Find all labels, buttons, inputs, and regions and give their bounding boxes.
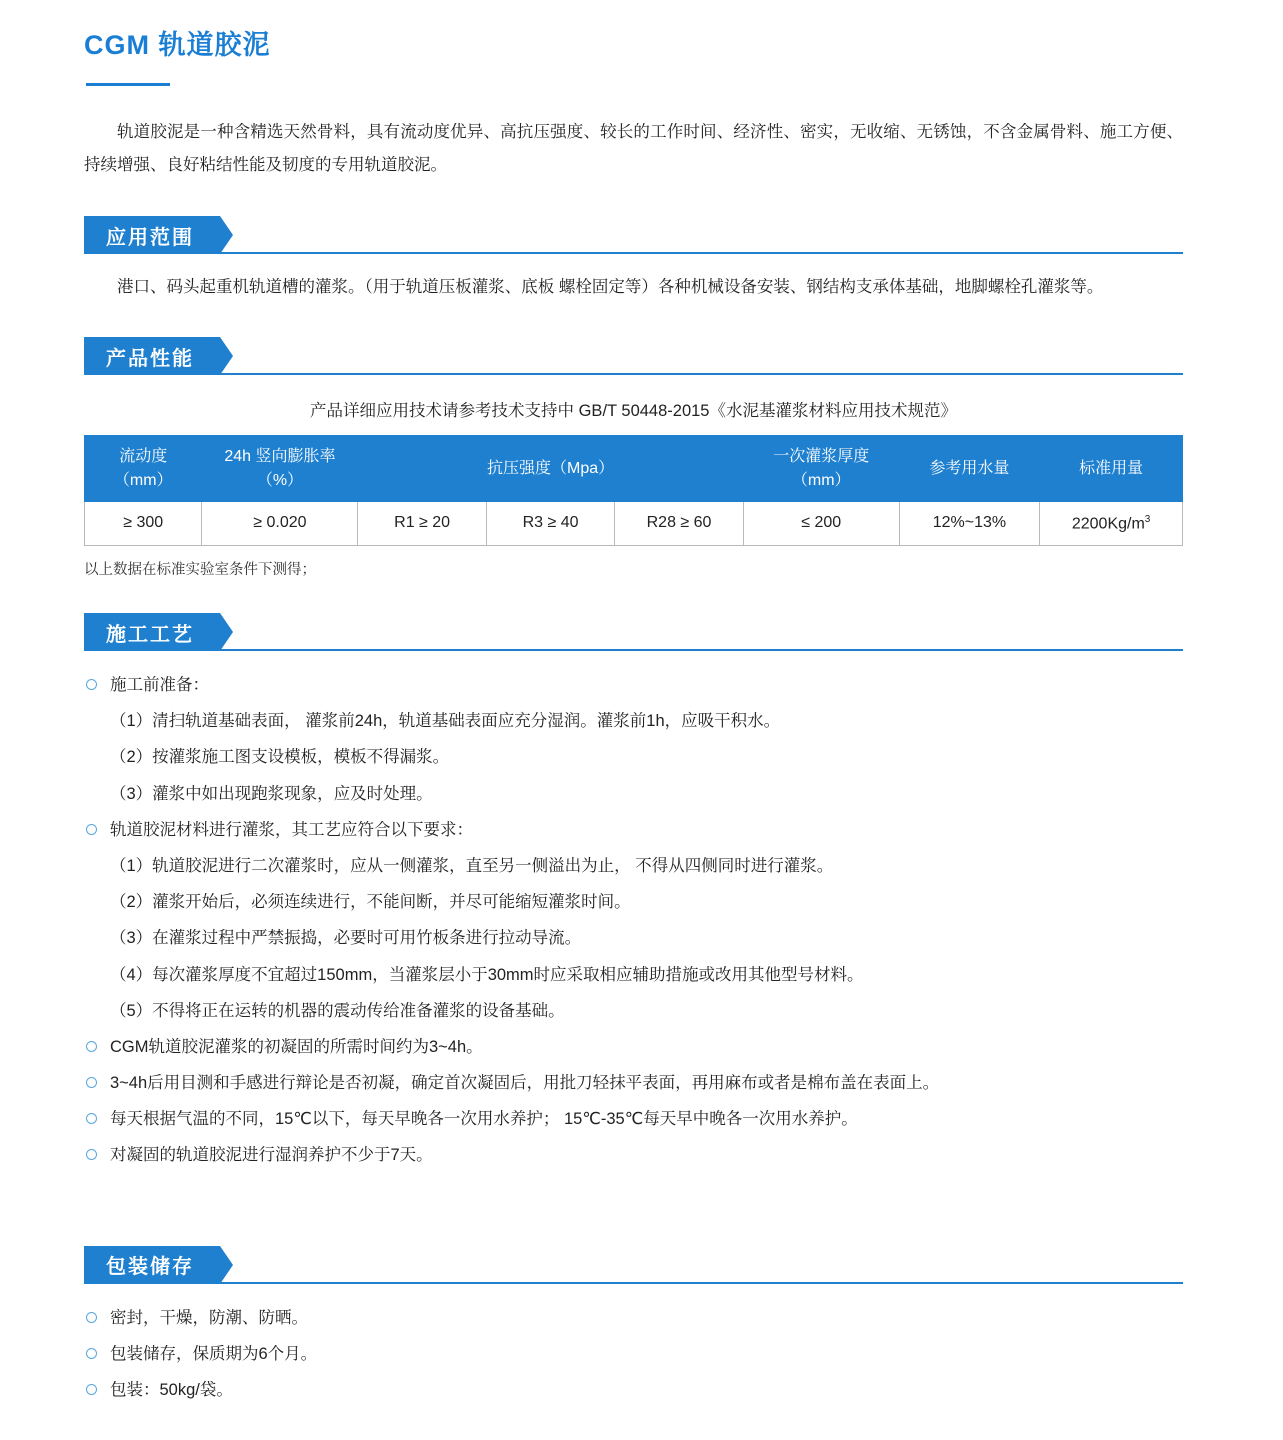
cell-r1: R1 ≥ 20 (358, 501, 486, 545)
list-item (84, 1302, 1183, 1334)
section-underline (84, 252, 1183, 254)
list-item: （2）按灌浆施工图支设模板，模板不得漏浆。 (110, 748, 450, 767)
spacer (84, 1176, 1183, 1212)
list-item (84, 814, 1183, 846)
header-line1: 参考用水量 (929, 460, 1010, 478)
table-header-flow (85, 436, 202, 501)
header-line2: （mm） (113, 471, 173, 489)
section-performance (84, 337, 1183, 579)
section-heading-label: 应用范围 (84, 216, 220, 254)
list-item-label: 3~4h后用目测和手感进行辩论是否初凝，确定首次凝固后，用批刀轻抹平表面，再用麻布或者是棉布盖在表面上。 (110, 1074, 940, 1093)
circle-bullet-icon (86, 1077, 97, 1088)
circle-bullet-icon (86, 824, 97, 835)
performance-footnote: 以上数据在标准实验室条件下测得； (84, 562, 316, 579)
list-item-label: 施工前准备： (110, 676, 209, 695)
list-item: （5）不得将正在运转的机器的震动传给准备灌浆的设备基础。 (110, 1001, 565, 1020)
table-header-water (899, 436, 1040, 501)
header-line1: 流动度 (119, 448, 168, 466)
list-item (84, 1139, 1183, 1171)
list-item: （3）在灌浆过程中严禁振捣，必要时可用竹板条进行拉动导流。 (110, 929, 582, 948)
cell-expansion: ≥ 0.020 (202, 501, 358, 545)
performance-note: 产品详细应用技术请参考技术支持中 GB/T 50448-2015《水泥基灌浆材料应用技术规范》 (310, 402, 957, 421)
process-list (84, 1031, 1183, 1172)
list-item (84, 669, 1183, 701)
cell-thickness: ≤ 200 (743, 501, 899, 545)
section-heading-label: 包装储存 (84, 1246, 220, 1284)
section-heading-label: 产品性能 (84, 337, 220, 375)
cell-flow: ≥ 300 (85, 501, 202, 545)
header-line1: 一次灌浆厚度 (773, 448, 870, 466)
cell-r3: R3 ≥ 40 (486, 501, 614, 545)
cell-dosage (1040, 501, 1183, 545)
list-item (84, 1031, 1183, 1063)
section-process (84, 613, 1183, 1171)
list-item-label: 对凝固的轨道胶泥进行湿润养护不少于7天。 (110, 1146, 433, 1165)
page-title: CGM 轨道胶泥 (84, 30, 271, 60)
cell-dosage-value: 2200Kg/m (1071, 515, 1145, 533)
section-application (84, 216, 1183, 303)
circle-bullet-icon (86, 1384, 97, 1395)
table-row (85, 501, 1183, 545)
header-line1: 24h 竖向膨胀率 (224, 448, 336, 466)
section-header-process (84, 613, 1183, 651)
table-header-strength (358, 436, 743, 501)
circle-bullet-icon (86, 1348, 97, 1359)
header-line2: （mm） (791, 471, 851, 489)
header-line1: 标准用量 (1079, 460, 1144, 478)
list-item-label: 包装储存，保质期为6个月。 (110, 1344, 318, 1363)
application-body: 港口、码头起重机轨道槽的灌浆。（用于轨道压板灌浆、底板 螺栓固定等）各种机械设备安装、钢结构支承体基础，地脚螺栓孔灌浆等。 (117, 278, 1104, 297)
header-line1: 抗压强度（Mpa） (487, 460, 615, 478)
section-header-packaging (84, 1246, 1183, 1284)
intro-paragraph: 轨道胶泥是一种含精选天然骨料，具有流动度优异、高抗压强度、较长的工作时间、经济性、密实，无收缩、无锈蚀，不含金属骨料、施工方便、持续增强、良好粘结性能及韧度的专用轨道胶泥。 (84, 123, 1183, 175)
section-header-performance (84, 337, 1183, 375)
cell-water: 12%~13% (899, 501, 1040, 545)
cell-dosage-exponent: 3 (1144, 513, 1151, 525)
circle-bullet-icon (86, 1312, 97, 1323)
list-item (84, 1374, 1183, 1406)
cell-r28: R28 ≥ 60 (615, 501, 743, 545)
performance-table (84, 435, 1183, 546)
list-item-label: 包装：50kg/袋。 (110, 1380, 233, 1399)
section-packaging (84, 1246, 1183, 1407)
list-item-label: CGM轨道胶泥灌浆的初凝固的所需时间约为3~4h。 (110, 1037, 483, 1056)
section-underline (84, 1282, 1183, 1284)
section-header-application (84, 216, 1183, 254)
list-item: （4）每次灌浆厚度不宜超过150mm，当灌浆层小于30mm时应采取相应辅助措施或改用其他型号材料。 (110, 965, 864, 984)
section-heading-label: 施工工艺 (84, 613, 220, 651)
list-item-label: 每天根据气温的不同，15℃以下，每天早晚各一次用水养护； 15℃-35℃每天早中晚各一次用水养护。 (110, 1110, 858, 1129)
title-divider (86, 83, 170, 86)
circle-bullet-icon (86, 1149, 97, 1160)
process-list (84, 669, 1183, 701)
table-header-dosage (1040, 436, 1183, 501)
circle-bullet-icon (86, 1113, 97, 1124)
header-line2: （%） (256, 471, 304, 489)
list-item: （1）轨道胶泥进行二次灌浆时，应从一侧灌浆，直至另一侧溢出为止， 不得从四侧同时进行灌浆。 (110, 857, 834, 875)
list-item-label: 轨道胶泥材料进行灌浆，其工艺应符合以下要求： (110, 820, 473, 839)
packaging-body (84, 1302, 1183, 1407)
section-underline (84, 373, 1183, 375)
circle-bullet-icon (86, 1041, 97, 1052)
list-item (84, 1067, 1183, 1099)
list-item: （2）灌浆开始后，必须连续进行，不能间断，并尽可能缩短灌浆时间。 (110, 893, 631, 912)
process-list (84, 814, 1183, 846)
list-item: （3）灌浆中如出现跑浆现象，应及时处理。 (110, 784, 433, 803)
section-underline (84, 649, 1183, 651)
list-item (84, 1103, 1183, 1135)
list-item-label: 密封，干燥，防潮、防晒。 (110, 1308, 308, 1327)
packaging-list (84, 1302, 1183, 1407)
table-header-expansion (202, 436, 358, 501)
table-header-row (85, 436, 1183, 501)
list-item: （1）清扫轨道基础表面， 灌浆前24h，轨道基础表面应充分湿润。灌浆前1h，应吸干积水。 (110, 712, 781, 731)
list-item (84, 1338, 1183, 1370)
circle-bullet-icon (86, 679, 97, 690)
process-body (84, 669, 1183, 1171)
table-header-thickness (743, 436, 899, 501)
